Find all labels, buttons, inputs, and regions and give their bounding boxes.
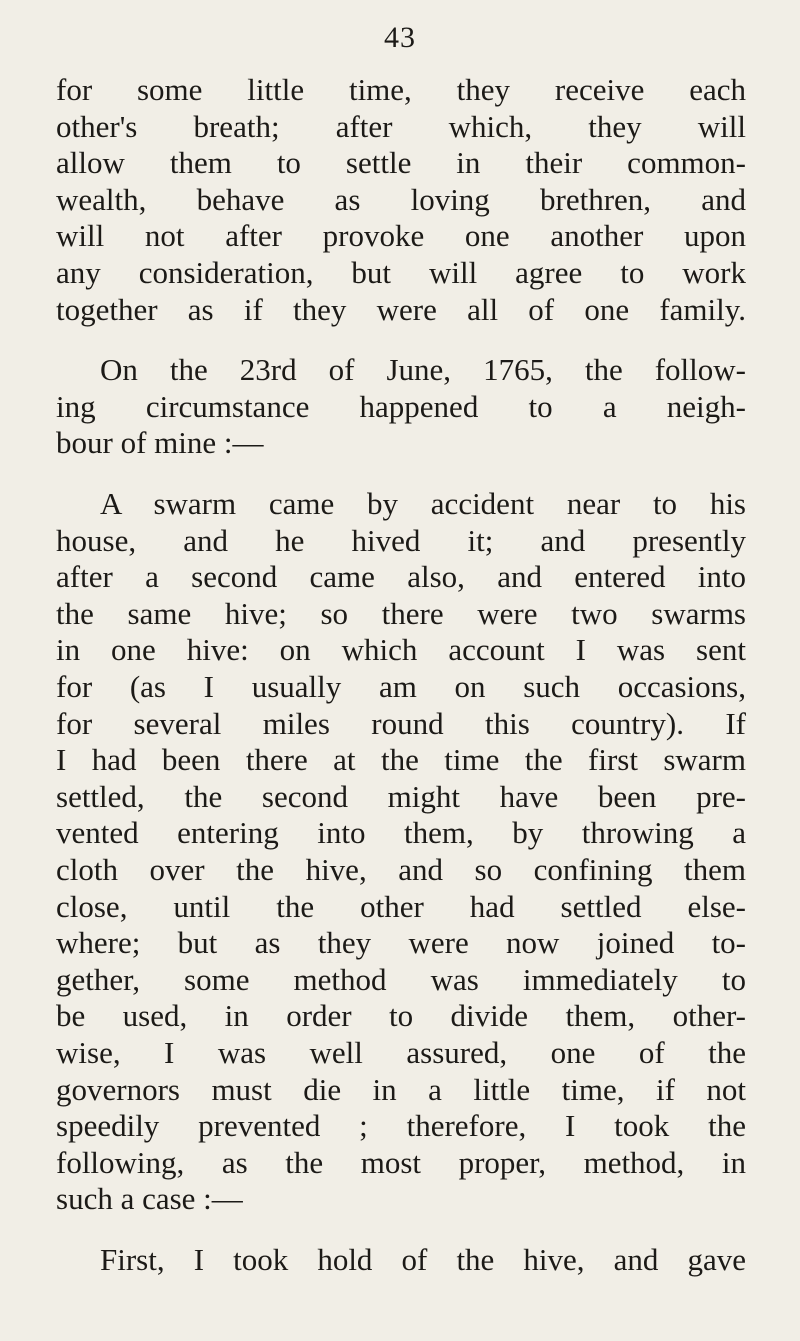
text-line: after a second came also, and entered into (56, 559, 746, 595)
text-line: governors must die in a little time, if not (56, 1071, 746, 1107)
text-line: bour of mine :— (56, 425, 264, 461)
text-line: where; but as they were now joined to- (56, 925, 746, 961)
text-line: in one hive: on which account I was sent (56, 632, 746, 668)
text-line: First, I took hold of the hive, and gave (100, 1242, 746, 1277)
text-line: I had been there at the time the first swarm (56, 742, 746, 778)
text-line: for (as I usually am on such occasions, (56, 669, 746, 704)
text-line: such a case :— (56, 1181, 243, 1217)
text-line: wealth, behave as loving brethren, and (56, 181, 746, 217)
text-line: close, until the other had settled else- (56, 888, 746, 924)
text-line: other's breath; after which, they will (56, 108, 746, 144)
text-line: the same hive; so there were two swarms (56, 595, 746, 631)
text-line: will not after provoke one another upon (56, 218, 746, 254)
text-line: vented entering into them, by throwing a (56, 815, 746, 851)
text-line: A swarm came by accident near to his (100, 486, 746, 521)
text-line: any consideration, but will agree to work (56, 255, 746, 290)
text-line: gether, some method was immediately to (56, 961, 746, 997)
text-line: house, and he hived it; and presently (56, 522, 746, 558)
text-line: On the 23rd of June, 1765, the follow- (100, 352, 746, 388)
text-line: be used, in order to divide them, other- (56, 998, 746, 1034)
text-line: allow them to settle in their common- (56, 145, 746, 181)
text-line: speedily prevented ; therefore, I took the (56, 1108, 746, 1144)
page-number: 43 (384, 21, 416, 54)
text-line: ing circumstance happened to a neigh- (56, 388, 746, 424)
text-line: wise, I was well assured, one of the (56, 1035, 746, 1070)
text-line: following, as the most proper, method, in (56, 1144, 746, 1180)
text-line: for several miles round this country). If (56, 705, 746, 741)
text-line: together as if they were all of one family. (56, 291, 746, 327)
text-line: settled, the second might have been pre- (56, 778, 746, 814)
text-line: cloth over the hive, and so confining them (56, 852, 746, 887)
text-line: for some little time, they receive each (56, 72, 746, 107)
